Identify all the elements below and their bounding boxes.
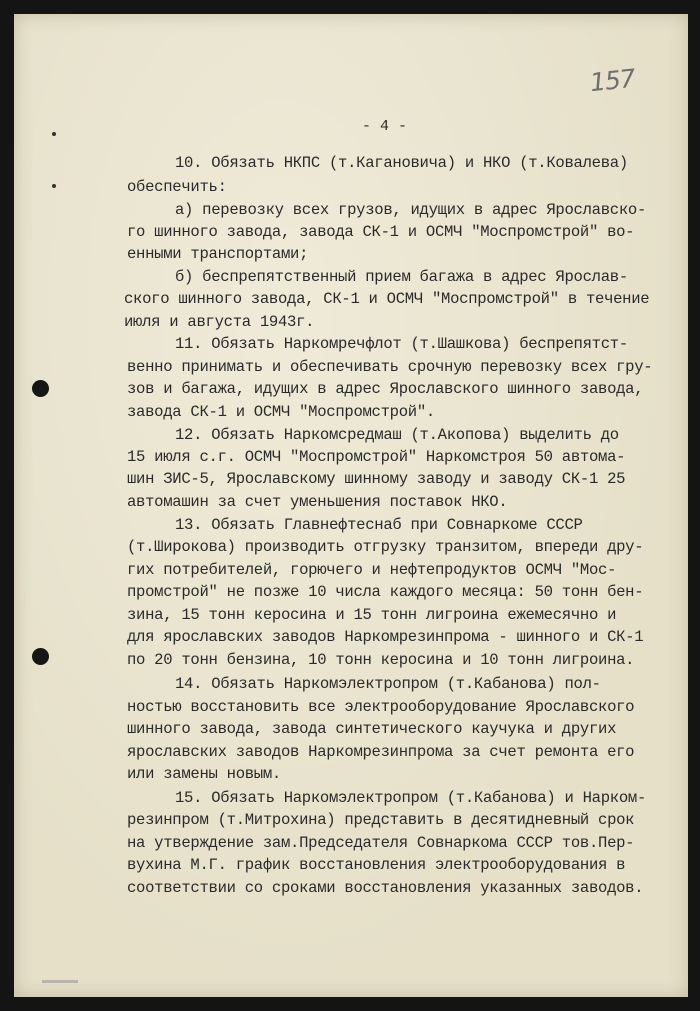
text-line: для ярославских заводов Наркомрезинпрома - шинного и СК-1 [127,628,644,646]
text-line: а) перевозку всех грузов, идущих в адрес Ярославско- [175,201,647,219]
text-line: резинпром (т.Митрохина) представить в десятидневный срок [127,811,635,829]
text-line: шинного завода, завода синтетического каучука и других [127,720,617,738]
punch-hole [32,380,49,397]
text-line: промстрой" не позже 10 числа каждого месяца: 50 тонн бен- [127,583,644,601]
text-line: шин ЗИС-5, Ярославскому шинному заводу и заводу СК-1 25 [127,470,626,488]
document-page [14,14,688,997]
text-line: зов и багажа, идущих в адрес Ярославского шинного завода, [127,380,644,398]
text-line: 15. Обязать Наркомэлектропром (т.Кабанова) и Нарком- [175,789,647,807]
text-line: завода СК-1 и ОСМЧ "Моспромстрой". [127,403,435,421]
text-line: обеспечить: [127,178,227,196]
text-line: гих потребителей, горючего и нефтепродуктов ОСМЧ "Мос- [127,561,617,579]
text-line: 13. Обязать Главнефтеснаб при Совнаркоме СССР [175,516,583,534]
margin-dot [52,184,56,188]
edge-mark [42,980,78,983]
text-line: 15 июля с.г. ОСМЧ "Моспромстрой" Наркомстроя 50 автома- [127,448,626,466]
text-line: на утверждение зам.Председателя Совнаркома СССР тов.Пер- [127,834,635,852]
text-line: енными транспортами; [127,245,309,263]
text-line: ского шинного завода, СК-1 и ОСМЧ "Моспромстрой" в течение [124,290,650,308]
margin-dot [52,132,56,136]
text-line: автомашин за счет уменьшения поставок НКО. [127,493,508,511]
text-line: (т.Широкова) производить отгрузку транзитом, впереди дру- [127,538,644,556]
handwritten-folio-number: 157 [588,63,637,98]
text-line: 10. Обязать НКПС (т.Кагановича) и НКО (т.Ковалева) [175,154,628,172]
text-line: ярославских заводов Наркомрезинпрома за счет ремонта его [127,743,635,761]
text-line: ностью восстановить все электрооборудование Ярославского [127,698,635,716]
text-line: б) беспрепятственный прием багажа в адрес Ярослав- [175,268,628,286]
text-line: по 20 тонн бензина, 10 тонн керосина и 10 тонн лигроина. [127,651,635,669]
text-line: зина, 15 тонн керосина и 15 тонн лигроина ежемесячно и [127,606,617,624]
text-line: или замены новым. [127,765,281,783]
page-number: - 4 - [362,118,408,135]
text-line: вухина М.Г. график восстановления электрооборудования в [127,856,626,874]
text-line: 14. Обязать Наркомэлектропром (т.Кабанова) пол- [175,675,601,693]
text-line: июля и августа 1943г. [124,313,315,331]
text-line: го шинного завода, завода СК-1 и ОСМЧ "Моспромстрой" во- [127,223,635,241]
text-line: венно принимать и обеспечивать срочную перевозку всех гру- [127,358,653,376]
text-line: 12. Обязать Наркомсредмаш (т.Акопова) выделить до [175,426,619,444]
text-line: соответствии со сроками восстановления указанных заводов. [127,879,644,897]
punch-hole [32,648,49,665]
text-line: 11. Обязать Наркомречфлот (т.Шашкова) беспрепятст- [175,335,628,353]
